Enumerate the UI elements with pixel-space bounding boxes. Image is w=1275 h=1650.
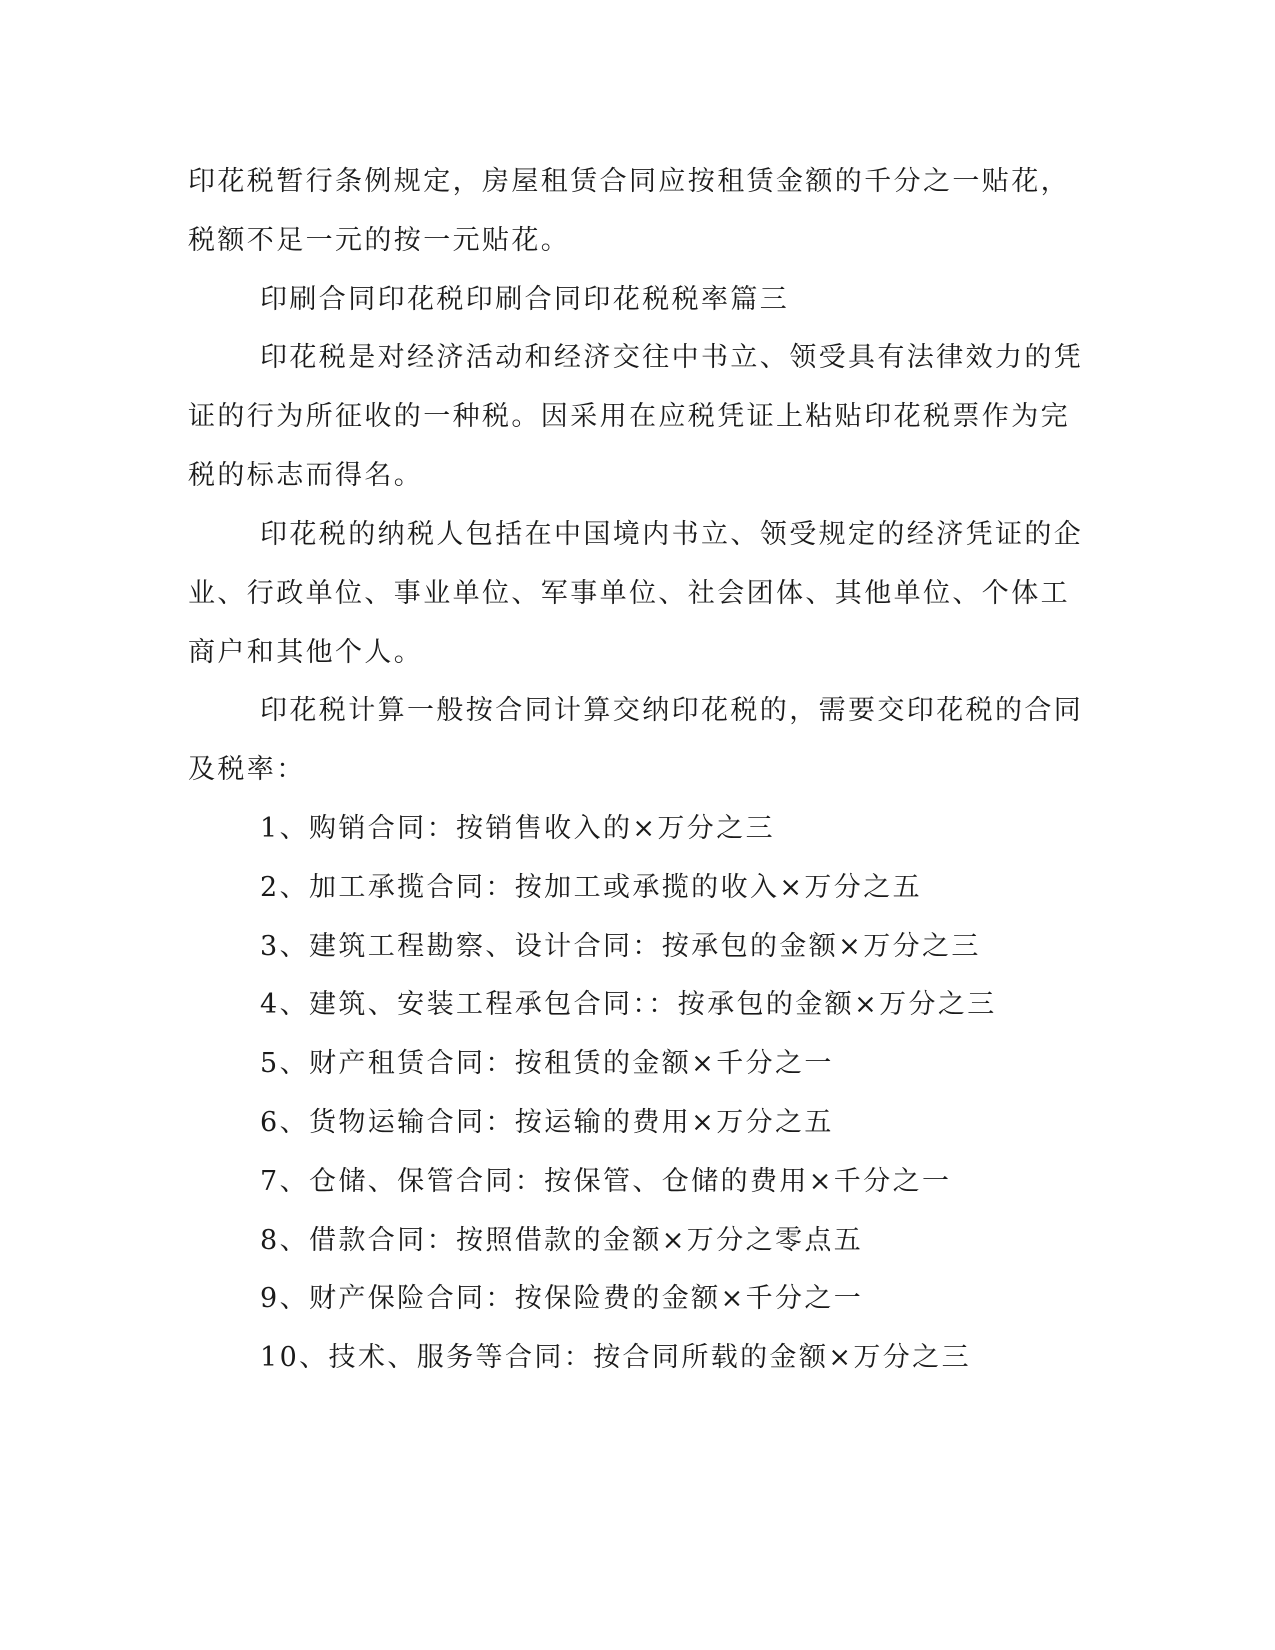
paragraph-line: 业、行政单位、事业单位、军事单位、社会团体、其他单位、个体工 <box>188 578 1070 609</box>
paragraph-line: 印花税暂行条例规定，房屋租赁合同应按租赁金额的千分之一贴花， <box>188 166 1070 197</box>
paragraph-line: 商户和其他个人。 <box>188 637 424 668</box>
list-item: 6、货物运输合同：按运输的费用×万分之五 <box>260 1107 834 1138</box>
paragraph-line: 印花税计算一般按合同计算交纳印花税的，需要交印花税的合同 <box>260 695 1084 726</box>
list-item: 10、技术、服务等合同：按合同所载的金额×万分之三 <box>260 1342 971 1373</box>
list-item: 1、购销合同：按销售收入的×万分之三 <box>260 813 776 844</box>
paragraph-line: 税的标志而得名。 <box>188 460 424 491</box>
paragraph-line: 印花税的纳税人包括在中国境内书立、领受规定的经济凭证的企 <box>260 519 1084 550</box>
list-item: 9、财产保险合同：按保险费的金额×千分之一 <box>260 1283 864 1314</box>
paragraph-line: 印花税是对经济活动和经济交往中书立、领受具有法律效力的凭 <box>260 342 1084 373</box>
paragraph-line: 及税率： <box>188 754 306 785</box>
list-item: 8、借款合同：按照借款的金额×万分之零点五 <box>260 1225 864 1256</box>
list-item: 3、建筑工程勘察、设计合同：按承包的金额×万分之三 <box>260 931 981 962</box>
list-item: 4、建筑、安装工程承包合同：：按承包的金额×万分之三 <box>260 989 997 1020</box>
list-item: 5、财产租赁合同：按租赁的金额×千分之一 <box>260 1048 834 1079</box>
paragraph-line: 证的行为所征收的一种税。因采用在应税凭证上粘贴印花税票作为完 <box>188 401 1070 432</box>
list-item: 7、仓储、保管合同：按保管、仓储的费用×千分之一 <box>260 1166 952 1197</box>
paragraph-line: 税额不足一元的按一元贴花。 <box>188 225 571 256</box>
list-item: 2、加工承揽合同：按加工或承揽的收入×万分之五 <box>260 872 923 903</box>
section-heading: 印刷合同印花税印刷合同印花税税率篇三 <box>260 284 790 315</box>
